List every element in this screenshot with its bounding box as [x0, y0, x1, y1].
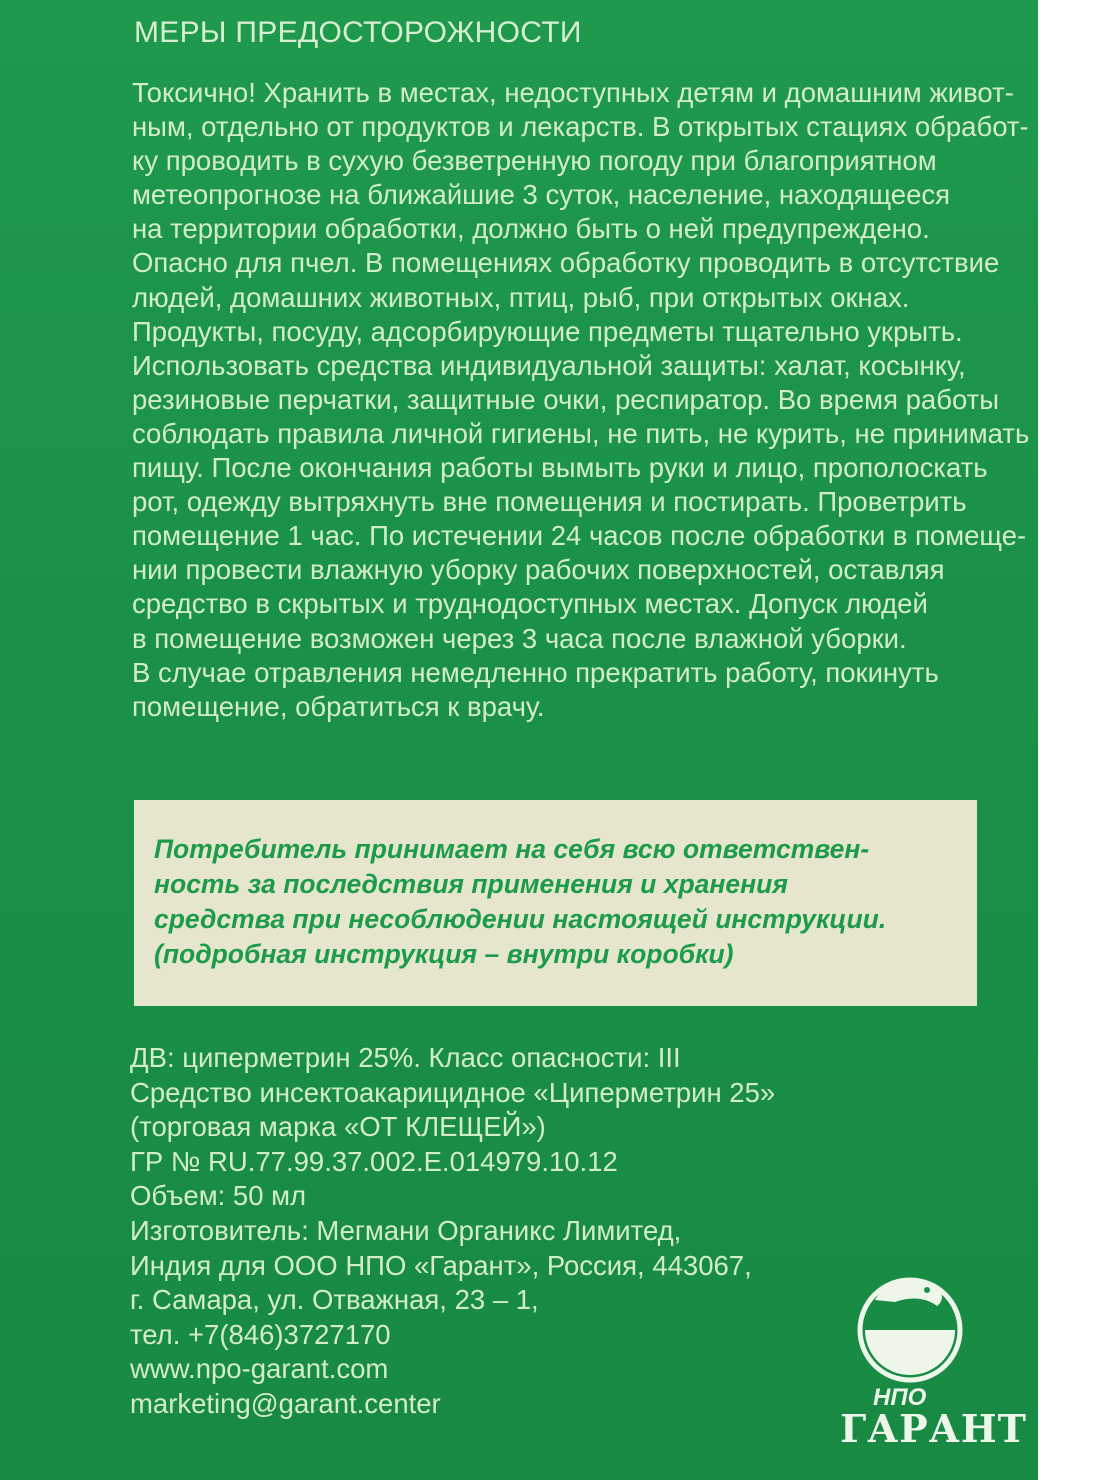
- precaution-line: помещение 1 час. По истечении 24 часов после обработки в помеще-: [132, 520, 1027, 552]
- spec-line: ГР № RU.77.99.37.002.Е.014979.10.12: [130, 1145, 618, 1177]
- consumer-notice-box: [134, 800, 977, 1006]
- section-heading: МЕРЫ ПРЕДОСТОРОЖНОСТИ: [134, 16, 582, 49]
- logo-small-text: НПО: [873, 1384, 927, 1411]
- spec-line: г. Самара, ул. Отважная, 23 – 1,: [130, 1284, 539, 1316]
- product-specs: [130, 1041, 775, 1422]
- precaution-line: в помещение возможен через 3 часа после влажной уборки.: [132, 622, 907, 654]
- precaution-line: Опасно для пчел. В помещениях обработку проводить в отсутствие: [132, 247, 1000, 279]
- notice-line: Потребитель принимает на себя всю ответствен-: [154, 834, 870, 864]
- spec-line: тел. +7(846)3727170: [130, 1318, 391, 1350]
- notice-line: (подробная инструкция – внутри коробки): [154, 939, 734, 969]
- precaution-line: метеопрогнозе на ближайшие 3 суток, население, находящееся: [132, 179, 951, 211]
- precaution-line: ным, отдельно от продуктов и лекарств. В открытых стациях обработ-: [132, 111, 1029, 143]
- precaution-line: на территории обработки, должно быть о ней предупреждено.: [132, 213, 930, 245]
- notice-line: средства при несоблюдении настоящей инструкции.: [154, 904, 887, 934]
- spec-line: marketing@garant.center: [130, 1387, 441, 1419]
- spec-line: Объем: 50 мл: [130, 1180, 307, 1212]
- logo-big-text: ГАРАНТ: [840, 1406, 1027, 1451]
- precaution-line: Токсично! Хранить в местах, недоступных детям и домашним живот-: [132, 77, 1014, 108]
- precaution-line: В случае отравления немедленно прекратить работу, покинуть: [132, 656, 939, 688]
- precaution-line: Использовать средства индивидуальной защиты: халат, косынку,: [132, 349, 966, 381]
- spec-line: Индия для ООО НПО «Гарант», Россия, 443067,: [130, 1249, 752, 1281]
- precaution-line: соблюдать правила личной гигиены, не пить, не курить, не принимать: [132, 417, 1030, 449]
- precaution-line: людей, домашних животных, птиц, рыб, при открытых окнах.: [132, 281, 910, 313]
- precaution-line: ку проводить в сухую безветренную погоду при благоприятном: [132, 145, 937, 177]
- precaution-line: средство в скрытых и труднодоступных местах. Допуск людей: [132, 588, 928, 620]
- precaution-line: помещение, обратиться к врачу.: [132, 690, 545, 722]
- spec-line: ДВ: циперметрин 25%. Класс опасности: III: [130, 1042, 681, 1073]
- precaution-line: пищу. После окончания работы вымыть руки и лицо, прополоскать: [132, 452, 988, 484]
- spec-line: www.npo-garant.com: [130, 1353, 389, 1385]
- notice-line: ность за последствия применения и хранения: [154, 869, 788, 899]
- spec-line: Средство инсектоакарицидное «Циперметрин 25»: [130, 1076, 776, 1108]
- precautions-text: [132, 76, 1029, 724]
- spec-line: (торговая марка «ОТ КЛЕЩЕЙ»): [130, 1111, 546, 1143]
- precaution-line: нии провести влажную уборку рабочих поверхностей, оставляя: [132, 554, 945, 586]
- notice-text: [154, 832, 886, 972]
- precaution-line: резиновые перчатки, защитные очки, респиратор. Во время работы: [132, 383, 1000, 415]
- precaution-line: Продукты, посуду, адсорбирующие предметы тщательно укрыть.: [132, 315, 963, 347]
- precaution-line: рот, одежду вытряхнуть вне помещения и постирать. Проветрить: [132, 486, 967, 518]
- spec-line: Изготовитель: Мегмани Органикс Лимитед,: [130, 1214, 682, 1246]
